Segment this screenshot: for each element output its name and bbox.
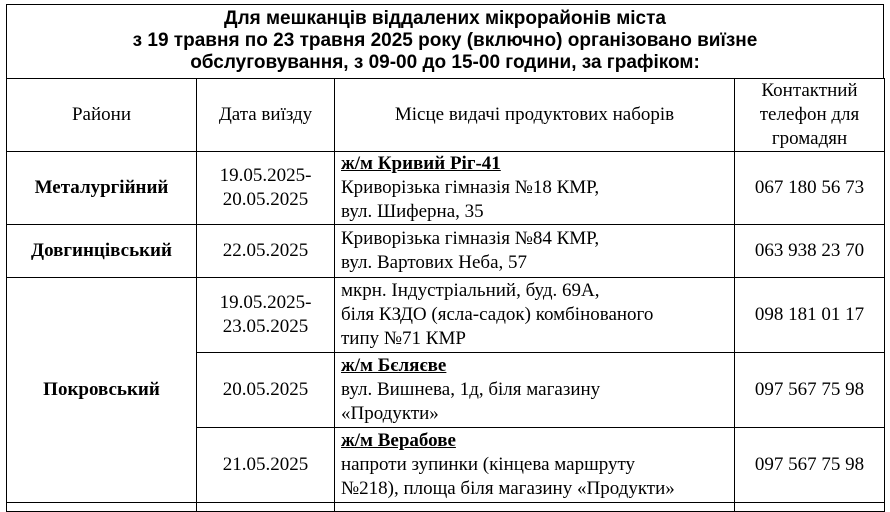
district-cell: Довгинцівський	[7, 225, 197, 278]
phone-cell: 097 567 75 98	[735, 353, 885, 428]
schedule-table	[6, 78, 885, 512]
date-cell: 20.05.2025	[197, 353, 335, 428]
table-row	[7, 225, 885, 278]
title-line: обслуговування, з 09-00 до 15-00 години, за графіком:	[190, 52, 700, 73]
place-cell	[335, 428, 735, 503]
date-line: 20.05.2025	[222, 189, 309, 210]
phone-cell: 097 567 75 98	[735, 428, 885, 503]
place-line: вул. Шиферна, 35	[341, 201, 484, 222]
title-line: з 19 травня по 23 травня 2025 року (включно) організовано виїзне	[132, 30, 758, 51]
empty-cell	[7, 503, 197, 512]
phone-cell: 063 938 23 70	[735, 225, 885, 278]
date-line: 23.05.2025	[222, 316, 309, 337]
empty-cell	[335, 503, 735, 512]
district-cell: Металургійний	[7, 152, 197, 225]
header-phone-line: громадян	[771, 128, 848, 149]
title-line: Для мешканців віддалених мікрорайонів міста	[224, 8, 666, 29]
place-line: Криворізька гімназія №18 КМР,	[341, 177, 600, 198]
date-cell: 21.05.2025	[197, 428, 335, 503]
date-line: 19.05.2025-	[219, 292, 312, 313]
place-line: Криворізька гімназія №84 КМР,	[341, 228, 600, 249]
place-line: біля КЗДО (ясла-садок) комбінованого	[341, 304, 654, 325]
phone-cell: 067 180 56 73	[735, 152, 885, 225]
place-line: типу №71 КМР	[341, 328, 466, 349]
header-place: Місце видачі продуктових наборів	[335, 79, 735, 152]
table-row	[7, 152, 885, 225]
table-header-row	[7, 79, 885, 152]
place-cell	[335, 152, 735, 225]
date-line: 19.05.2025-	[219, 165, 312, 186]
date-cell	[197, 152, 335, 225]
header-phone-line: Контактний	[761, 80, 858, 101]
document-title	[6, 4, 884, 78]
area-name: ж/м Верабове	[341, 430, 456, 451]
table-row-cutoff	[7, 503, 885, 512]
table-row	[7, 278, 885, 353]
empty-cell	[735, 503, 885, 512]
district-cell: Покровський	[7, 278, 197, 503]
place-line: №218), площа біля магазину «Продукти»	[341, 478, 675, 499]
place-line: «Продукти»	[341, 403, 439, 424]
header-phone	[735, 79, 885, 152]
area-name: ж/м Бєляєве	[341, 355, 447, 376]
area-name: ж/м Кривий Ріг-41	[341, 153, 501, 174]
empty-cell	[197, 503, 335, 512]
place-line: вул. Вишнева, 1д, біля магазину	[341, 379, 601, 400]
date-cell	[197, 278, 335, 353]
place-cell	[335, 353, 735, 428]
place-line: вул. Вартових Неба, 57	[341, 252, 528, 273]
header-district: Райони	[7, 79, 197, 152]
header-date: Дата виїзду	[197, 79, 335, 152]
place-line: мкрн. Індустріальний, буд. 69А,	[341, 280, 600, 301]
header-phone-line: телефон для	[759, 104, 860, 125]
date-cell: 22.05.2025	[197, 225, 335, 278]
place-line: напроти зупинки (кінцева маршруту	[341, 454, 636, 475]
schedule-document	[6, 4, 884, 512]
phone-cell: 098 181 01 17	[735, 278, 885, 353]
place-cell	[335, 225, 735, 278]
place-cell	[335, 278, 735, 353]
